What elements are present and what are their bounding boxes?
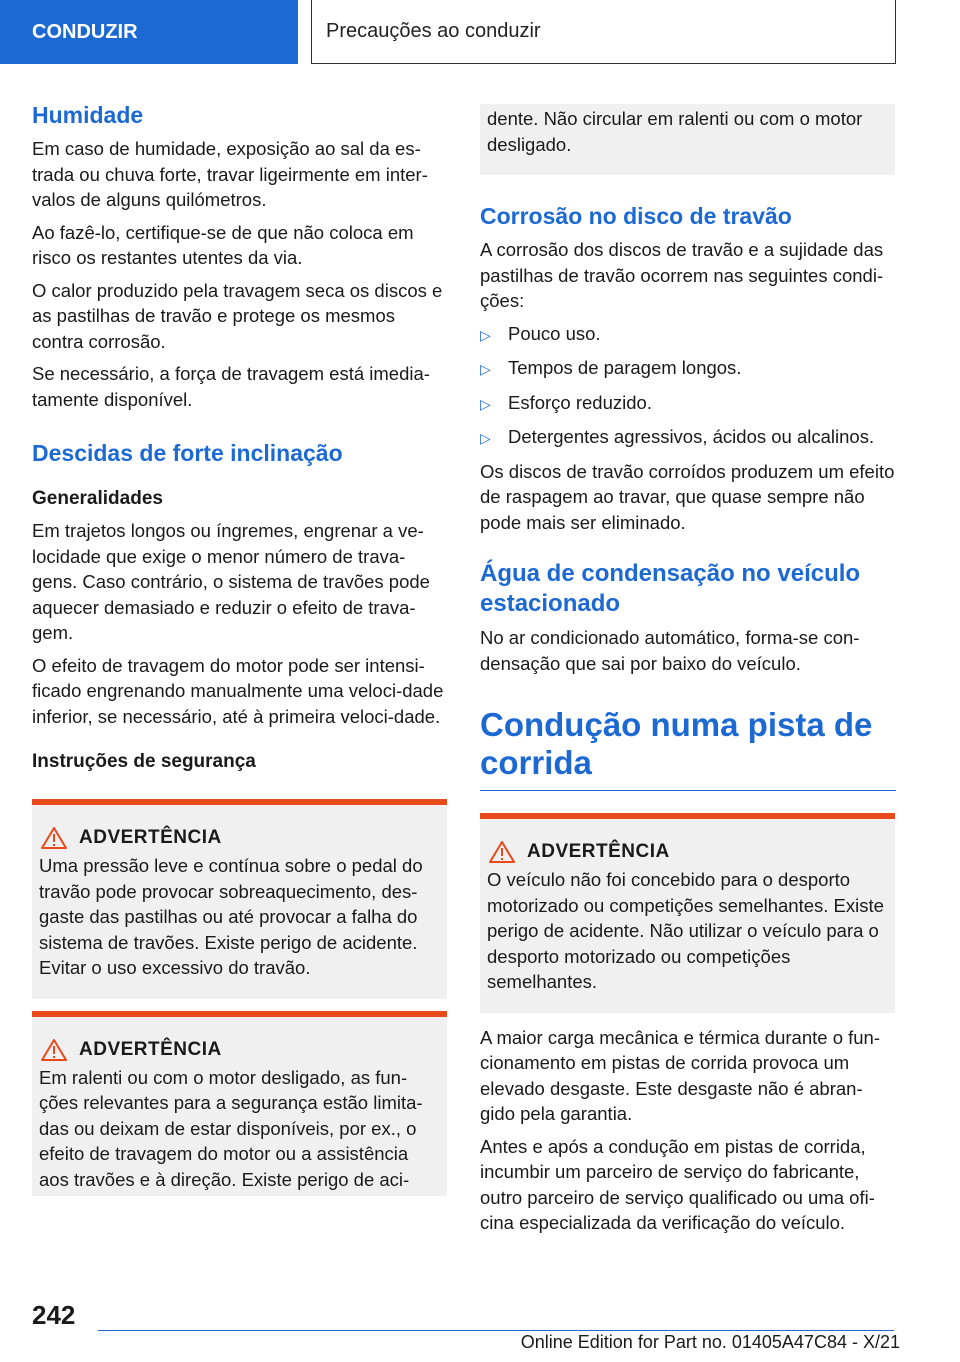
bullet-list (480, 321, 896, 452)
heading-humidade: Humidade (32, 102, 144, 128)
list-item: ▷ Pouco uso. (480, 321, 896, 349)
paragraph: O efeito de travagem do motor pode ser intensi-ficado engrenando manualmente uma veloci-dade inferior, se necessário, até à primeira veloci-dade. (32, 654, 444, 727)
triangle-bullet-icon: ▷ (480, 326, 491, 343)
right-column (480, 104, 896, 1243)
heading-descidas: Descidas de forte inclinação (32, 440, 343, 466)
list-item: ▷ Esforço reduzido. (480, 390, 896, 418)
page-header (0, 0, 960, 66)
warning-title: ADVERTÊNCIA (79, 827, 222, 848)
paragraph: Se necessário, a força de travagem está imedia-tamente disponível. (32, 363, 430, 410)
heading-pista: Condução numa pista de corrida (480, 706, 896, 791)
warning-text: O veículo não foi concebido para o desporto motorizado ou competições semelhantes. Existe perigo de acidente. Não utilizar o veículo para o desporto motorizado ou competições semelhantes. (487, 869, 884, 992)
paragraph: Os discos de travão corroídos produzem um efeito de raspagem ao travar, que quase sempre não pode mais ser eliminado. (480, 460, 895, 533)
warning-triangle-icon (41, 1039, 67, 1061)
warning-box (32, 799, 447, 999)
paragraph: O calor produzido pela travagem seca os discos e as pastilhas de travão e protege os mesmos contra corrosão. (32, 279, 443, 352)
paragraph: Em caso de humidade, exposição ao sal da es-trada ou chuva forte, travar ligeirmente em inter-valos de alguns quilómetros. (32, 138, 428, 210)
page-number: 242 (32, 1300, 76, 1330)
heading-instrucoes: Instruções de segurança (32, 751, 256, 772)
warning-box (480, 813, 895, 1013)
paragraph: Antes e após a condução em pistas de corrida, incumbir um parceiro de serviço do fabricante, outro parceiro de serviço qualificado ou uma ofi-cina especializada da verificação do veículo. (480, 1135, 875, 1233)
warning-triangle-icon (489, 841, 515, 863)
warning-triangle-icon (41, 827, 67, 849)
paragraph: A maior carga mecânica e térmica durante o fun-cionamento em pistas de corrida provoca um elevado desgaste. Este desgaste não é abran-gido pela garantia. (480, 1026, 880, 1124)
left-column (32, 100, 448, 1196)
warning-box-continued (480, 104, 895, 175)
paragraph: Em trajetos longos ou íngremes, engrenar a ve-locidade que exige o menor número de trava-gens. Caso contrário, o sistema de travões pode aquecer demasiado e reduzir o efeito de trava-gem. (32, 520, 430, 643)
triangle-bullet-icon: ▷ (480, 430, 491, 446)
warning-text: Uma pressão leve e contínua sobre o pedal do travão pode provocar sobreaquecimento, des-gaste das pastilhas ou até provocar a falha do sistema de travões. Existe perigo de acidente. Evitar o uso excessivo do travão. (39, 855, 423, 978)
list-item: ▷ Detergentes agressivos, ácidos ou alcalinos. (480, 424, 896, 452)
heading-generalidades: Generalidades (32, 488, 163, 509)
triangle-bullet-icon: ▷ (480, 395, 491, 412)
warning-text: dente. Não circular em ralenti ou com o motor desligado. (487, 108, 863, 155)
section-tab[interactable]: CONDUZIR (0, 0, 298, 64)
heading-corrosao: Corrosão no disco de travão (480, 203, 792, 229)
warning-title: ADVERTÊNCIA (527, 841, 670, 862)
warning-title: ADVERTÊNCIA (79, 1038, 222, 1060)
heading-agua: Água de condensação no veículo estacionado (480, 560, 861, 617)
warning-text: Em ralenti ou com o motor desligado, as fun-ções relevantes para a segurança estão limita-das ou deixam de estar disponíveis, por ex., o efeito de travagem do motor ou a assistência aos travões e à direção. Existe perigo de aci- (39, 1066, 423, 1190)
paragraph: Ao fazê-lo, certifique-se de que não coloca em risco os restantes utentes da via. (32, 221, 414, 268)
footer-edition: Online Edition for Part no. 01405A47C84 - X/21 (520, 1332, 900, 1352)
triangle-bullet-icon: ▷ (480, 361, 491, 377)
list-item: ▷ Tempos de paragem longos. (480, 355, 896, 383)
chapter-tab[interactable]: Precauções ao conduzir (311, 0, 896, 64)
paragraph: No ar condicionado automático, forma-se con-densação que sai por baixo do veículo. (480, 627, 860, 674)
warning-box (32, 1011, 447, 1197)
paragraph: A corrosão dos discos de travão e a sujidade das pastilhas de travão ocorrem nas seguintes condi-ções: (480, 239, 884, 311)
footer-divider (98, 1330, 894, 1331)
